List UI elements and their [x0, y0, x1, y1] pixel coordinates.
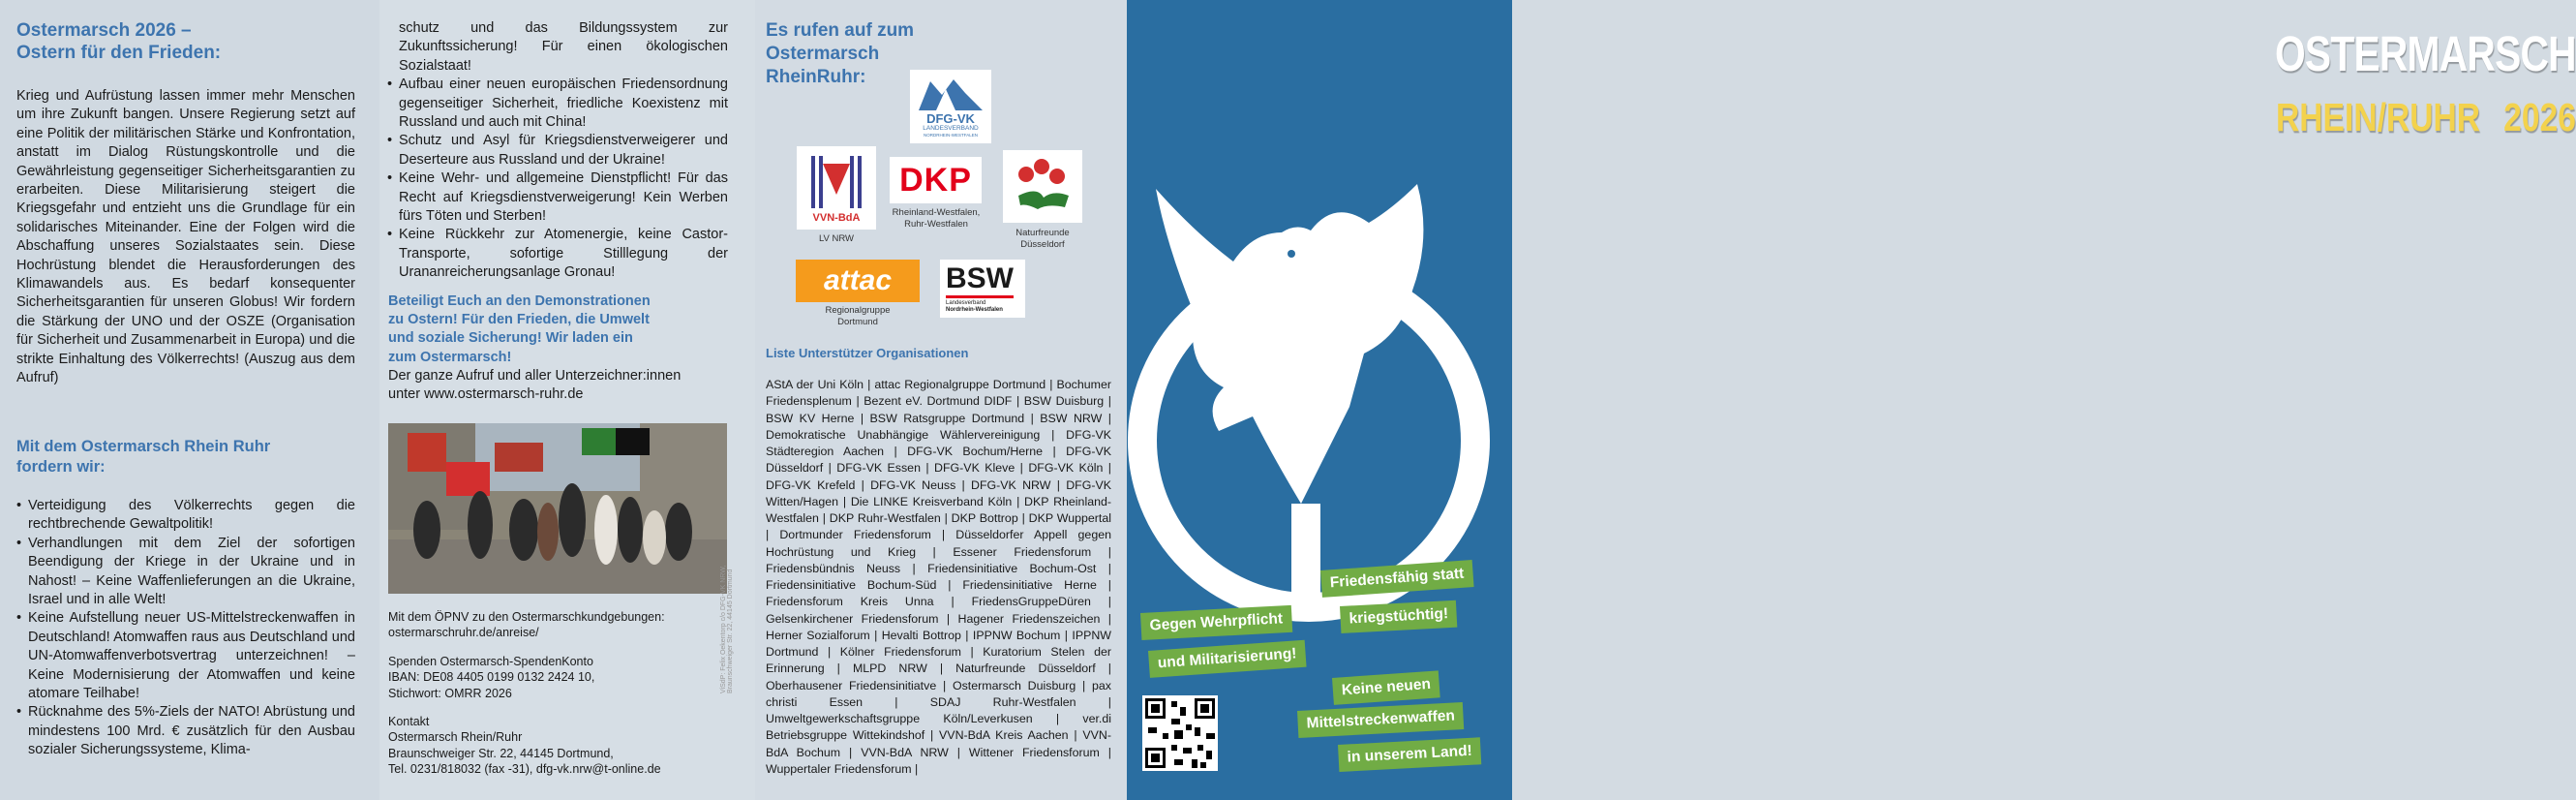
slogan-tag: Gegen Wehrpflicht	[1140, 605, 1292, 640]
slogan-tag: Keine neuen	[1332, 670, 1440, 705]
dkp-caption: Rheinland-Westfalen, Ruhr-Westfalen	[892, 207, 981, 230]
demands-heading: Mit dem Ostermarsch Rhein Ruhr fordern wir:	[16, 438, 271, 476]
imprint: ViSdP: Felix Oekentorp c/o DFG-VK NRW, Braunschweiger Str. 22, 44145 Dortmund	[720, 565, 734, 693]
list-item: • Keine Wehr- und allgemeine Dienstpflicht! Für das Recht auf Kriegsdienstverweigerung! Kein Werben fürs Töten und Sterben!	[387, 169, 728, 226]
slogan-tag: in unserem Land!	[1338, 737, 1481, 772]
transit-info: Mit dem ÖPNV zu den Ostermarschkundgebungen: ostermarschruhr.de/anreise/	[388, 610, 665, 640]
callout: Beteiligt Euch an den Demonstrationen zu Ostern! Für den Frieden, die Umwelt und soziale Sicherung! Wir laden ein zum Ostermarsch! Der ganze Aufruf und aller Unterzeichner:innen unter www.ostermarsch-ruhr.de	[388, 292, 727, 404]
info-block	[388, 609, 712, 790]
list-item: schutz und das Bildungssystem zur Zukunftssicherung! Für einen ökologischen Sozialstaat!	[399, 20, 728, 74]
naturfreunde-logo	[1003, 150, 1082, 223]
list-item: • Schutz und Asyl für Kriegsdienstverweigerer und Deserteure aus Russland und der Ukraine!	[387, 132, 728, 169]
poster-panel	[1127, 0, 2576, 800]
vvn-caption: LV NRW	[818, 233, 855, 244]
column-1	[0, 0, 379, 800]
list-item: • Keine Rückkehr zur Atomenergie, keine Castor-Transporte, sofortige Stilllegung der Urananreicherungsanlage Gronau!	[387, 226, 728, 282]
main-heading: Ostermarsch 2026 – Ostern für den Frieden:	[16, 20, 222, 63]
supporters-list-heading: Liste Unterstützer Organisationen	[766, 346, 969, 360]
donation-info: Spenden Ostermarsch-SpendenKonto IBAN: DE08 4405 0199 0132 2424 10, Stichwort: OMRR 2026	[388, 654, 595, 700]
intro-text: Krieg und Aufrüstung lassen immer mehr Menschen um ihre Zukunft bangen. Unsere Regierung setzt auf eine Politik der militärischen Stärke und Konfrontation, anstatt im Dialog Rüstungskontrolle und die Gewährleistung gegenseitiger Sicherheitsgarantien zu erarbeiten. Diese Militarisierung steigert die Kriegsgefahr und entzieht uns die Grundlage für ein solidarisches Miteinander. Eine der Folgen wird die Abschaffung unseres Sozialstaates sein. Diese Hochrüstung blendet die Herausforderungen des Klimawandels aus. Es bedarf konsequenter Sicherheitsgarantien für unseren Globus! Wir fordern die Stärkung der UNO und der OSZE (Organisation für Sicherheit und Zusammenarbeit in Europa) und die strikte Einhaltung des Völkerrechts! (Auszug aus dem Aufruf)	[16, 88, 355, 386]
vvn-bda-logo: VVN-BdA	[797, 146, 876, 230]
dkp-logo: DKP	[890, 157, 982, 203]
list-item: • Verteidigung des Völkerrechts gegen die rechtbrechende Gewaltpolitik!	[16, 497, 355, 535]
list-item: • Verhandlungen mit dem Ziel der sofortigen Beendigung der Kriege in der Ukraine und in Nahost! – Keine Waffenlieferungen an die Ukraine, Israel und in alle Welt!	[16, 535, 355, 610]
demands-list	[16, 497, 355, 760]
list-item: • Rücknahme des 5%-Ziels der NATO! Abrüstung und mindestens 100 Mrd. € zusätzlich für den Ausbau sozialer Sicherungssysteme, Klima-	[16, 703, 355, 759]
supporters-list: AStA der Uni Köln | attac Regionalgruppe Dortmund | Bochumer Friedensplenum | Bezent eV. Dortmund DIDF | BSW Duisburg | BSW KV Herne | BSW Ratsgruppe Dortmund | BSW NRW | Demokratische Unabhängige Wählervereinigung | DFG-VK Städteregion Aachen | DFG-VK Bochum/Herne | DFG-VK Düsseldorf | DFG-VK Essen | DFG-VK Kleve | DFG-VK Köln | DFG-VK Krefeld | DFG-VK Neuss | DFG-VK NRW | DFG-VK Witten/Hagen | Die LINKE Kreisverband Köln | DKP Rheinland-Westfalen | DKP Ruhr-Westfalen | DKP Bottrop | DKP Wuppertal | Dortmunder Friedensforum | Düsseldorfer Appell gegen Hochrüstung und Krieg | Essener Friedensforum | Friedensbündnis Neuss | Friedensinitiative Bochum-Ost | Friedensinitiative Bochum-Süd | Friedensinitiative Herne | Friedensforum Kreis Unna | FriedensGruppeDüren | Gelsenkirchener Friedensforum | Hagener Friedenszeichen | Herner Sozialforum | Hevalti Bottrop | IPPNW Bochum | IPPNW Dortmund | Kölner Friedensforum | Kuratorium Stelen der Erinnerung | MLPD NRW | Naturfreunde Düsseldorf | Oberhausener Friedensinitiatve | Ostermarsch Duisburg | pax christi Essen | SDAJ Ruhr-Westfalen | Umweltgewerkschaftsgruppe Köln/Leverkusen | ver.di Betriebsgruppe Wittekindshof | VVN-BdA Kreis Aachen | VVN-BdA Bochum | VVN-BdA NRW | Wittener Friedensforum | Wuppertaler Friedensforum |	[766, 378, 1111, 776]
slogan-tag: Mittelstreckenwaffen	[1297, 702, 1465, 738]
poster-title: OSTERMARSCH	[2275, 26, 2576, 81]
demonstration-photo	[388, 423, 727, 594]
poster-subtitle: RHEIN/RUHR 2026	[2276, 95, 2576, 139]
slogan-tag: kriegstüchtig!	[1340, 600, 1458, 633]
peace-dove-graphic	[1127, 0, 1512, 800]
contact-info: Kontakt Ostermarsch Rhein/Ruhr Braunschweiger Str. 22, 44145 Dortmund, Tel. 0231/818032 (fax -31), dfg-vk.nrw@t-online.de	[388, 715, 661, 777]
qr-code[interactable]	[1142, 695, 1218, 771]
list-item: • Aufbau einer neuen europäischen Friedensordnung gegenseitiger Sicherheit, friedliche Koexistenz mit Russland und auch mit China!	[387, 76, 728, 132]
slogan-tag: Friedensfähig statt	[1320, 560, 1473, 598]
slogan-tag: und Militarisierung!	[1148, 640, 1306, 678]
list-item: • Keine Aufstellung neuer US-Mittelstreckenwaffen in Deutschland! Atomwaffen raus aus Deutschland und UN-Atomwaffenverbotsvertrag unterzeichnen! – Keine Modernisierung der Atomwaffen und keine atomare Teilhabe!	[16, 609, 355, 703]
naturfreunde-caption: Naturfreunde Düsseldorf	[1015, 228, 1070, 250]
attac-caption: Regionalgruppe Dortmund	[825, 305, 891, 327]
attac-logo: attac	[796, 260, 920, 302]
website-link[interactable]: unter www.ostermarsch-ruhr.de	[388, 386, 584, 403]
demands-list-continued	[387, 19, 728, 283]
bsw-logo: BSW Landesverband Nordrhein-Westfalen	[940, 260, 1025, 318]
dfgvk-logo: DFG-VK LANDESVERBAND NORDRHEIN-WESTFALEN	[910, 70, 991, 143]
supporters-heading: Es rufen auf zum Ostermarsch RheinRuhr:	[766, 20, 915, 87]
